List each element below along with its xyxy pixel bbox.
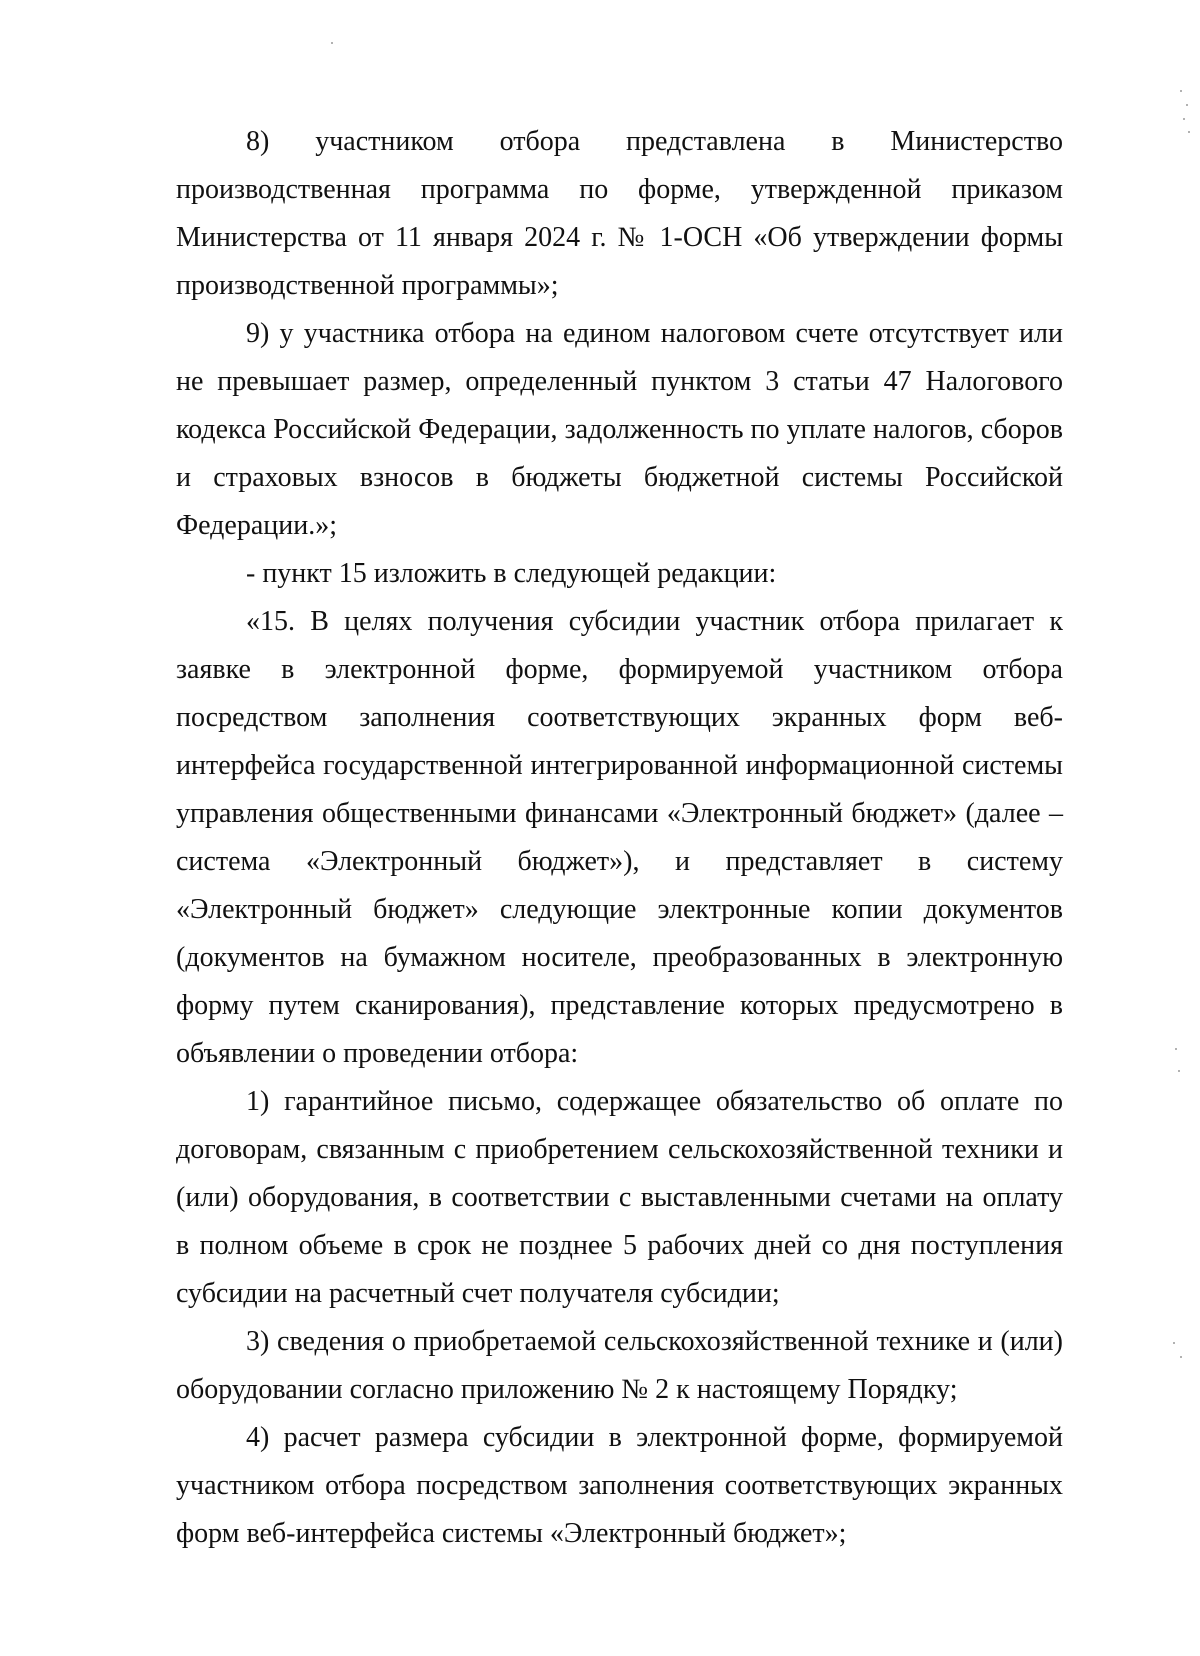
scan-speck-top xyxy=(331,42,333,44)
paragraph-point-15-intro: - пункт 15 изложить в следующей редакции: xyxy=(246,558,777,589)
document-body xyxy=(176,118,1063,1558)
paragraph-point-15: «15. В целях получения субсидии участник отбора прилагает к заявке в электронной форме, формируемой участником отбора посредством заполнения соответствующих экранных форм веб-интерфейса государственной интегрированной информационной системы управления общественными финансами «Электронный бюджет» (далее – система «Электронный бюджет»), и представляет в систему «Электронный бюджет» следующие электронные копии документов (документов на бумажном носителе, преобразованных в электронную форму путем сканирования), представление которых предусмотрено в объявлении о проведении отбора: xyxy=(176,606,1063,1069)
paragraph-item-8: 8) участником отбора представлена в Министерство производственная программа по форме, утвержденной приказом Министерства от 11 января 2024 г. № 1-ОСН «Об утверждении формы производственной программы»; xyxy=(176,126,1063,301)
scan-speck-right-6 xyxy=(1178,1070,1180,1072)
scan-speck-right-2 xyxy=(1186,104,1188,106)
paragraph-item-1: 1) гарантийное письмо, содержащее обязательство об оплате по договорам, связанным с приобретением сельскохозяйственной техники и (или) оборудования, в соответствии с выставленными счетами на оплату в полном объеме в срок не позднее 5 рабочих дней со дня поступления субсидии на расчетный счет получателя субсидии; xyxy=(176,1086,1063,1309)
scan-speck-right-1 xyxy=(1180,90,1182,92)
scan-speck-right-5 xyxy=(1175,1048,1177,1050)
scan-speck-right-8 xyxy=(1180,1356,1182,1358)
paragraph-item-4: 4) расчет размера субсидии в электронной форме, формируемой участником отбора посредством заполнения соответствующих экранных форм веб-интерфейса системы «Электронный бюджет»; xyxy=(176,1422,1063,1549)
paragraph-item-9: 9) у участника отбора на едином налоговом счете отсутствует или не превышает размер, определенный пунктом 3 статьи 47 Налогового кодекса Российской Федерации, задолженность по уплате налогов, сборов и страховых взносов в бюджеты бюджетной системы Российской Федерации.»; xyxy=(176,318,1063,541)
scan-speck-right-3 xyxy=(1183,118,1185,120)
paragraph-item-3: 3) сведения о приобретаемой сельскохозяйственной технике и (или) оборудовании согласно приложению № 2 к настоящему Порядку; xyxy=(176,1326,1063,1405)
scan-speck-right-7 xyxy=(1173,1342,1175,1344)
scan-speck-right-4 xyxy=(1188,131,1190,133)
